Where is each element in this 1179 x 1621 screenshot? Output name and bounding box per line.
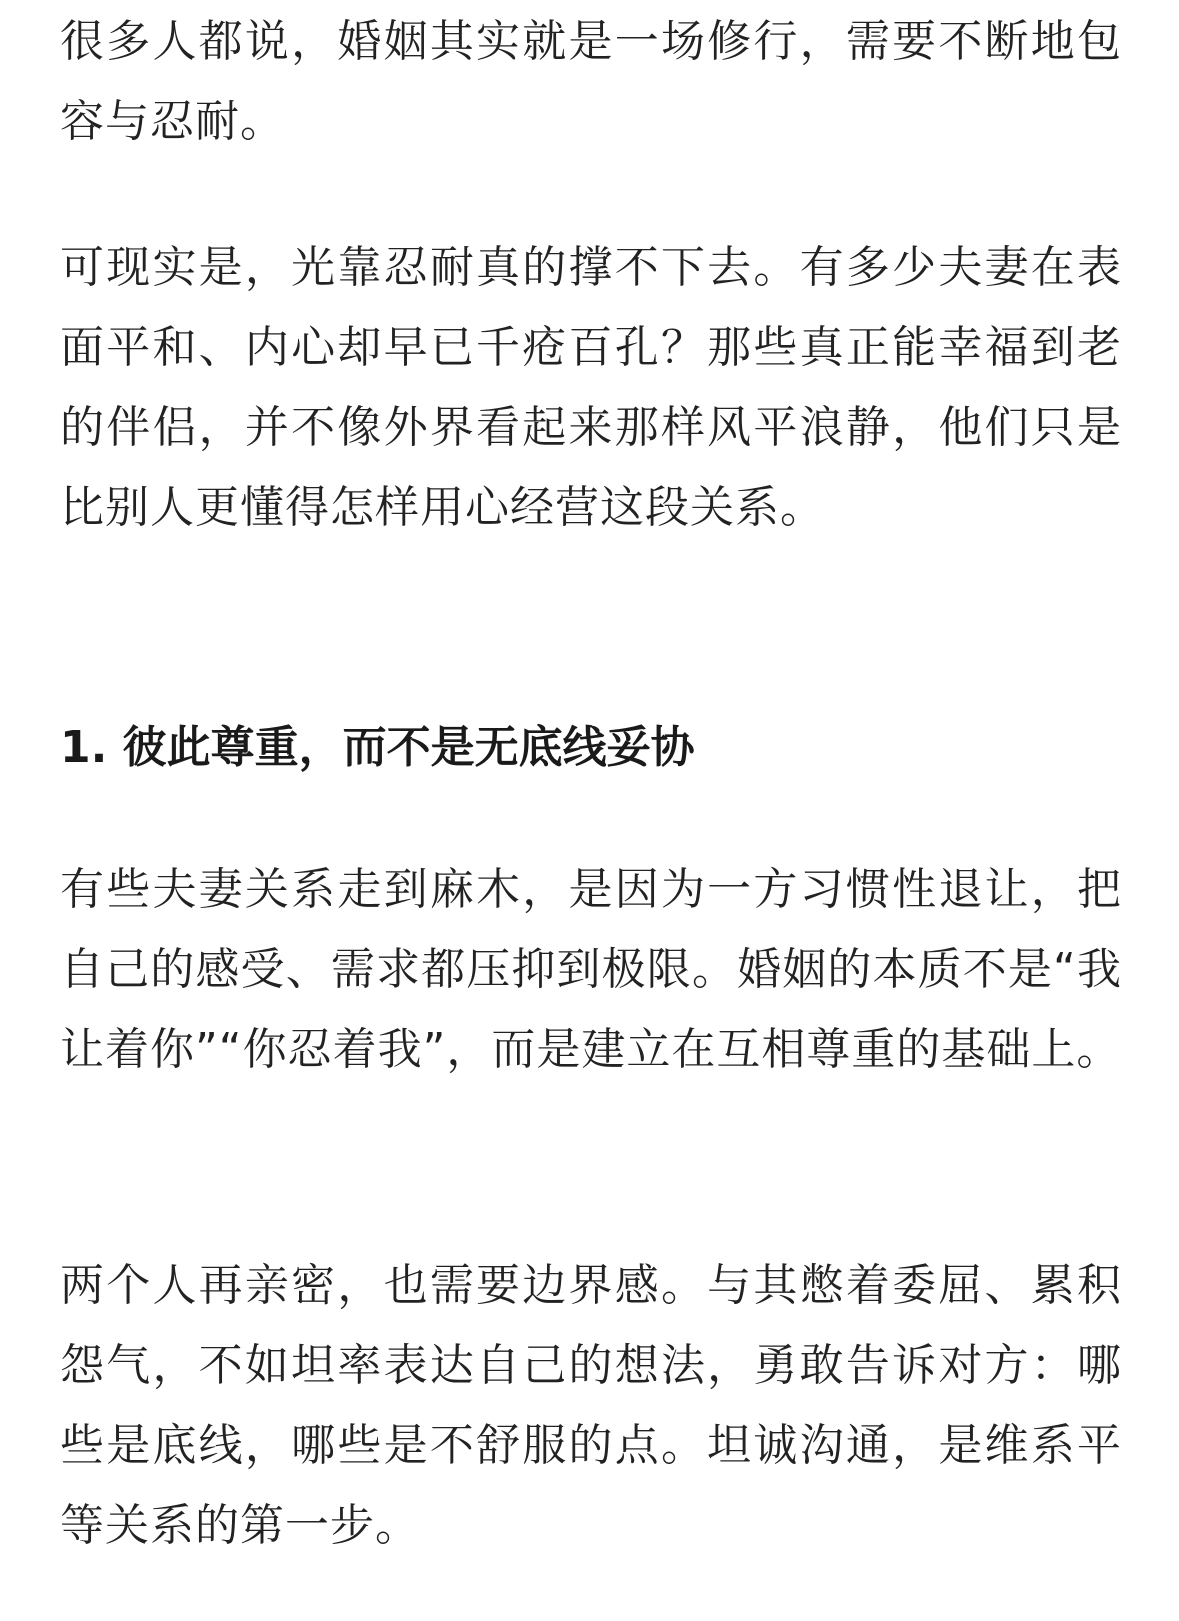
paragraph-intro: 很多人都说，婚姻其实就是一场修行，需要不断地包容与忍耐。	[60, 16, 1122, 147]
section-heading: 1. 彼此尊重，而不是无底线妥协	[60, 722, 695, 773]
paragraph-boundaries: 两个人再亲密，也需要边界感。与其憋着委屈、累积怨气，不如坦率表达自己的想法，勇敢告诉对方：哪些是底线，哪些是不舒服的点。坦诚沟通，是维系平等关系的第一步。	[60, 1260, 1122, 1551]
paragraph-respect: 有些夫妻关系走到麻木，是因为一方习惯性退让，把自己的感受、需求都压抑到极限。婚姻的本质不是“我让着你”“你忍着我”，而是建立在互相尊重的基础上。	[60, 864, 1122, 1075]
paragraph-reality: 可现实是，光靠忍耐真的撑不下去。有多少夫妻在表面平和、内心却早已千疮百孔？那些真正能幸福到老的伴侣，并不像外界看起来那样风平浪静，他们只是比别人更懂得怎样用心经营这段关系。	[60, 242, 1122, 533]
